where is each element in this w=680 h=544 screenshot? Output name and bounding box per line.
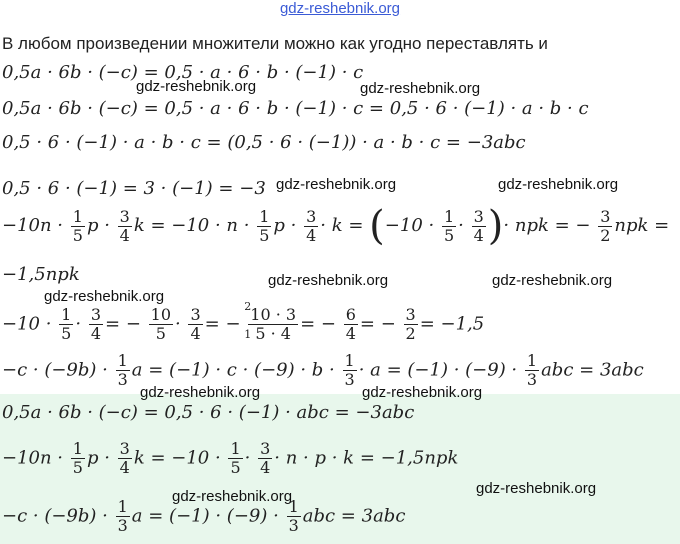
eq5-part-g: · [458, 215, 464, 236]
cancel-mark-top: 2 [244, 300, 252, 313]
eq5-part-h: · npk = − [503, 215, 591, 236]
close-paren: ) [487, 203, 504, 249]
open-paren: ( [369, 203, 385, 249]
fraction-3-4: $\frac{3}{4}$ [473, 206, 484, 245]
fraction-6-4: $\frac{6}{4}$ [345, 305, 356, 343]
fraction-1-5: $\frac{1}{5}$ [259, 206, 270, 245]
ans2-part-a: −10n · [2, 447, 64, 469]
fraction-1-5: $\frac{1}{5}$ [230, 439, 241, 477]
eq8-part-c: · a = (−1) · (−9) · [358, 359, 518, 381]
eq7-part-f: = − [300, 313, 336, 335]
cancel-mark-bottom: 1 [244, 328, 252, 341]
eq5-part-c: k = −10 · n · [133, 215, 250, 236]
answer-line-1: 0,5a · 6b · (−c) = 0,5 · 6 · (−1) · abc = −3abc [2, 402, 415, 423]
watermark: gdz-reshebnik.org [360, 80, 481, 97]
fraction-10-5: $\frac{10}{5}$ [150, 305, 171, 343]
fraction-1-3: $\frac{1}{3}$ [117, 351, 128, 389]
ans2-part-d: · [244, 447, 251, 469]
fraction-3-4: $\frac{3}{4}$ [260, 439, 271, 477]
eq7-part-a: −10 · [2, 313, 52, 335]
equation-line-8 [2, 352, 644, 389]
fraction-3-2: $\frac{3}{2}$ [600, 206, 611, 245]
fraction-3-4: $\frac{3}{4}$ [119, 439, 130, 477]
fraction-1-3: $\frac{1}{3}$ [117, 497, 128, 535]
eq8-part-b: a = (−1) · c · (−9) · b · [131, 359, 335, 381]
eq5-part-a: −10n · [2, 215, 64, 236]
fraction-1-5: $\frac{1}{5}$ [72, 206, 83, 245]
fraction-1-5: $\frac{1}{5}$ [61, 305, 72, 343]
site-link[interactable]: gdz-reshebnik.org [279, 0, 401, 17]
ans2-part-e: · n · p · k = −1,5npk [274, 447, 459, 469]
ans2-part-c: k = −10 · [133, 447, 221, 469]
watermark: gdz-reshebnik.org [476, 480, 597, 497]
equation-line-7 [2, 300, 485, 343]
eq5-part-d: p · [273, 215, 297, 236]
fraction-1-3: $\frac{1}{3}$ [288, 497, 299, 535]
ans3-part-a: −c · (−9b) · [2, 505, 108, 527]
eq5-part-f: −10 · [384, 215, 435, 236]
ans2-part-b: p · [86, 447, 110, 469]
fraction-3-4: $\frac{3}{4}$ [190, 305, 201, 343]
watermark: gdz-reshebnik.org [136, 78, 257, 95]
eq7-part-g: = − [359, 313, 396, 335]
equation-line-5 [2, 203, 670, 249]
watermark: gdz-reshebnik.org [172, 488, 293, 505]
ans3-part-b: a = (−1) · (−9) · [131, 505, 279, 527]
eq7-part-b: · [75, 313, 82, 335]
equation-line-6: −1,5npk [2, 264, 80, 285]
fraction-3-4: $\frac{3}{4}$ [119, 206, 130, 245]
eq7-part-c: = − [105, 313, 141, 335]
equation-line-3: 0,5 · 6 · (−1) · a · b · c = (0,5 · 6 · (−1)) · a · b · c = −3abc [2, 132, 526, 153]
watermark: gdz-reshebnik.org [498, 176, 619, 193]
eq5-part-i: npk = [614, 215, 670, 236]
eq8-part-a: −c · (−9b) · [2, 359, 108, 381]
fraction-3-4: $\frac{3}{4}$ [90, 305, 102, 343]
intro-text: В любом произведении множители можно как угодно переставлять и [2, 34, 548, 53]
fraction-cancel: 10 · 3 5 · 4 2 1 [244, 300, 297, 343]
watermark: gdz-reshebnik.org [276, 176, 397, 193]
watermark: gdz-reshebnik.org [268, 272, 389, 289]
equation-line-4: 0,5 · 6 · (−1) = 3 · (−1) = −3 [2, 178, 266, 199]
fraction-3-2: $\frac{3}{2}$ [405, 305, 416, 343]
fraction-1-5: $\frac{1}{5}$ [443, 206, 455, 245]
equation-line-1: 0,5a · 6b · (−c) = 0,5 · a · 6 · b · (−1) · c [2, 62, 364, 83]
fraction-1-3: $\frac{1}{3}$ [526, 351, 538, 389]
watermark: gdz-reshebnik.org [44, 288, 165, 305]
eq7-part-e: = − [204, 313, 241, 335]
eq7-part-h: = −1,5 [419, 313, 485, 335]
eq5-part-e: · k = [320, 215, 364, 236]
fraction-3-4: $\frac{3}{4}$ [306, 206, 317, 245]
fraction-1-3: $\frac{1}{3}$ [344, 351, 355, 389]
watermark: gdz-reshebnik.org [362, 384, 483, 401]
watermark: gdz-reshebnik.org [492, 272, 613, 289]
equation-line-2: 0,5a · 6b · (−c) = 0,5 · a · 6 · b · (−1) · c = 0,5 · 6 · (−1) · a · b · c [2, 98, 589, 119]
eq8-part-d: abc = 3abc [541, 359, 644, 381]
eq5-part-b: p · [86, 215, 110, 236]
answer-line-2 [2, 440, 458, 477]
eq7-part-d: · [175, 313, 181, 335]
watermark: gdz-reshebnik.org [140, 384, 261, 401]
fraction-1-5: $\frac{1}{5}$ [72, 439, 83, 477]
ans3-part-c: abc = 3abc [302, 505, 406, 527]
